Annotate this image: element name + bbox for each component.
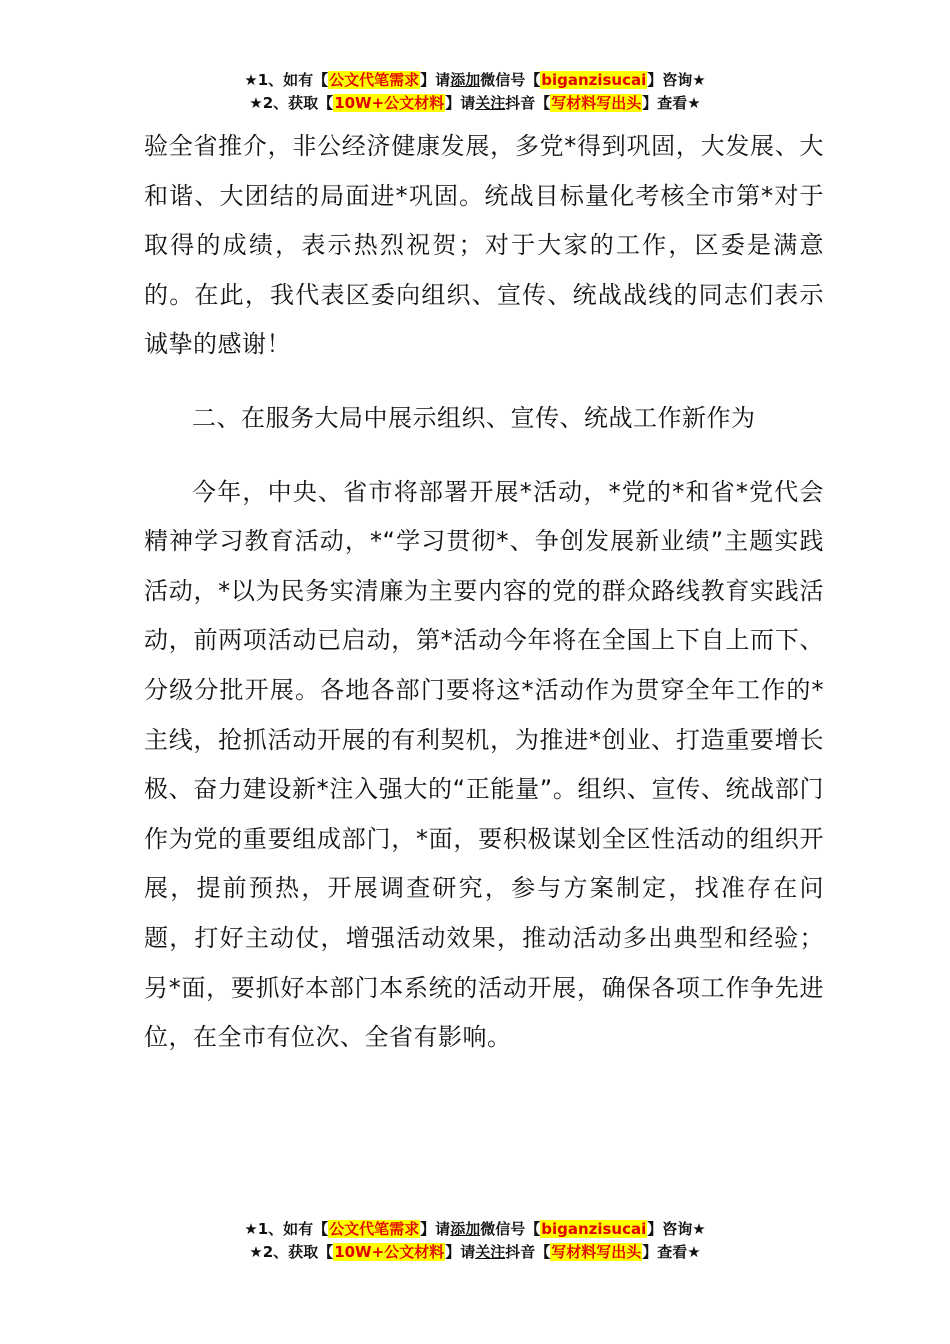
banner-text: 微信号【 [480, 1220, 541, 1238]
highlight-service: 公文代笔需求 [329, 1220, 420, 1238]
highlight-service: 公文代笔需求 [329, 71, 420, 89]
header-banner [0, 69, 950, 115]
underlined-text: 添加 [450, 71, 481, 89]
footer-banner [0, 1218, 950, 1264]
banner-text: ★2、获取【 [249, 94, 334, 112]
underlined-text: 添加 [450, 1220, 481, 1238]
banner-text: 】查看★ [642, 1243, 701, 1261]
section-heading-2: 二、在服务大局中展示组织、宣传、统战工作新作为 [192, 403, 756, 432]
banner-text: 】请 [420, 71, 451, 89]
highlight-materials: 10W+公文材料 [334, 1243, 445, 1261]
banner-line-2 [0, 1241, 950, 1264]
banner-text: ★1、如有【 [244, 71, 329, 89]
banner-text: ★1、如有【 [244, 1220, 329, 1238]
highlight-douyin-name: 写材料写出头 [551, 1243, 642, 1261]
document-body [144, 122, 824, 1063]
banner-text: 抖音【 [505, 94, 551, 112]
banner-text: 抖音【 [505, 1243, 551, 1261]
highlight-materials: 10W+公文材料 [334, 94, 445, 112]
paragraph-2: 今年，中央、省市将部署开展*活动，*党的*和省*党代会精神学习教育活动，*“学习贯彻*、争创发展新业绩”主题实践活动，*以为民务实清廉为主要内容的党的群众路线教育实践活动，前两项活动已启动，第*活动今年将在全国上下自上而下、分级分批开展。各地各部门要将这*活动作为贯穿全年工作的*主线，抢抓活动开展的有利契机，为推进*创业、打造重要增长极、奋力建设新*注入强大的“正能量”。组织、宣传、统战部门作为党的重要组成部门，*面，要积极谋划全区性活动的组织开展，提前预热，开展调查研究，参与方案制定，找准存在问题，打好主动仗，增强活动效果，推动活动多出典型和经验；另*面，要抓好本部门本系统的活动开展，确保各项工作争先进位，在全市有位次、全省有影响。 [144, 477, 824, 1052]
highlight-wechat-id: biganzisucai [541, 71, 647, 89]
banner-text: 】请 [445, 94, 476, 112]
highlight-wechat-id: biganzisucai [541, 1220, 647, 1238]
underlined-text: 关注 [475, 1243, 506, 1261]
highlight-douyin-name: 写材料写出头 [551, 94, 642, 112]
banner-text: 】查看★ [642, 94, 701, 112]
banner-line-1 [0, 69, 950, 92]
banner-line-2 [0, 92, 950, 115]
banner-text: 】请 [420, 1220, 451, 1238]
paragraph-1: 验全省推介，非公经济健康发展，多党*得到巩固，大发展、大和谐、大团结的局面进*巩固。统战目标量化考核全市第*对于取得的成绩，表示热烈祝贺；对于大家的工作，区委是满意的。在此，我代表区委向组织、宣传、统战战线的同志们表示诚挚的感谢！ [144, 132, 824, 359]
banner-text: 微信号【 [480, 71, 541, 89]
banner-line-1 [0, 1218, 950, 1241]
underlined-text: 关注 [475, 94, 506, 112]
banner-text: 】咨询★ [647, 1220, 706, 1238]
banner-text: 】请 [445, 1243, 476, 1261]
banner-text: 】咨询★ [647, 71, 706, 89]
banner-text: ★2、获取【 [249, 1243, 334, 1261]
